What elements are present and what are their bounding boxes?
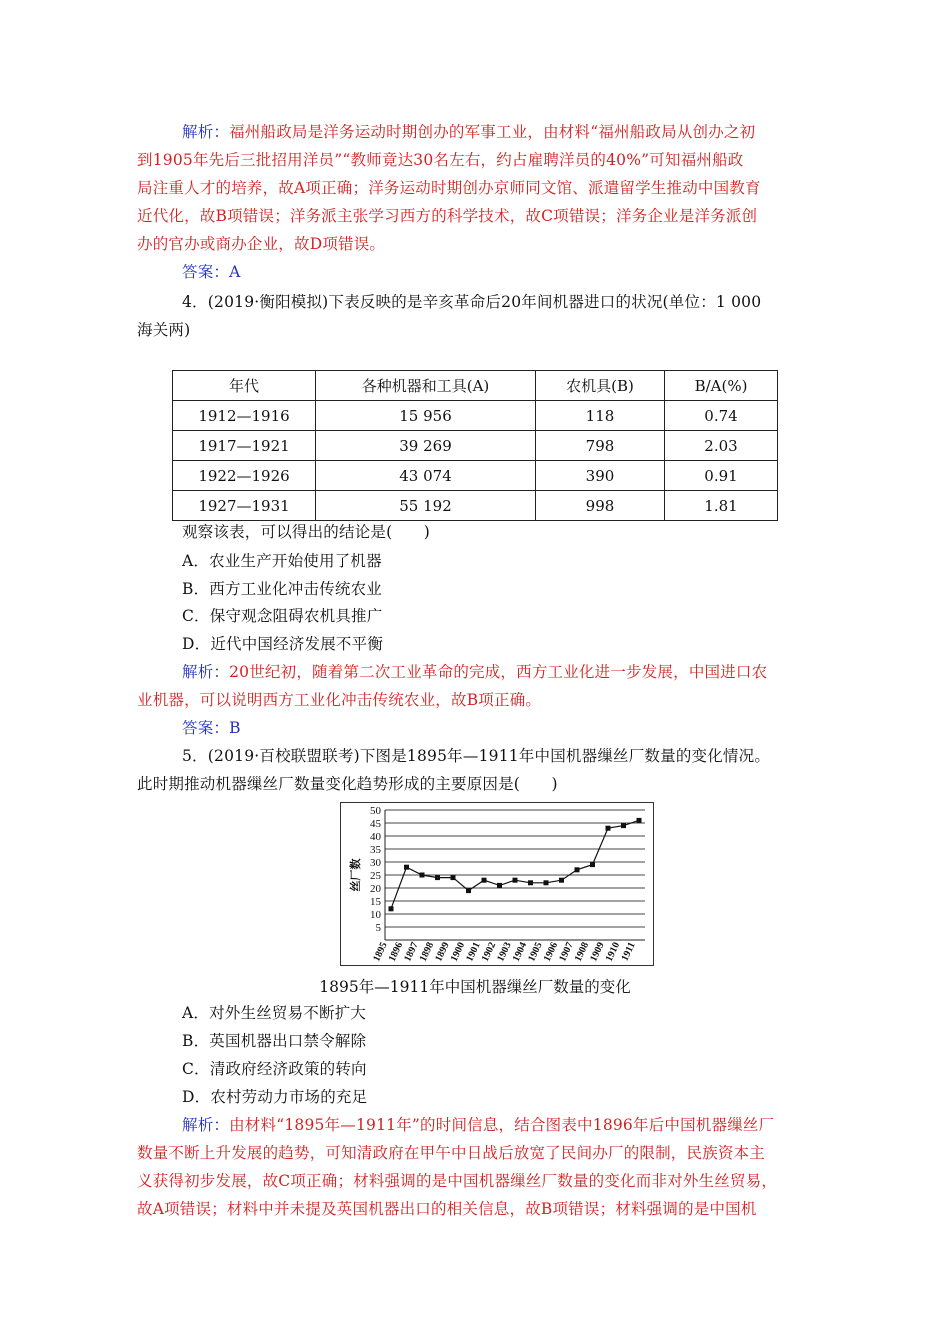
q5-option-a: A．对外生丝贸易不断扩大 (182, 1004, 367, 1022)
table-header: 年代 (173, 371, 316, 401)
y-tick-label: 30 (370, 857, 381, 869)
data-point (404, 865, 409, 870)
table-cell: 55 192 (316, 491, 536, 521)
import-table (172, 370, 778, 521)
q3-answer: 答案：A (182, 263, 241, 281)
y-tick-label: 15 (370, 896, 381, 908)
data-point (497, 883, 502, 888)
table-header: 各种机器和工具(A) (316, 371, 536, 401)
q4-answer: 答案：B (182, 719, 241, 737)
data-point (606, 826, 611, 831)
x-tick-label: 1902 (479, 940, 499, 964)
table-cell: 15 956 (316, 401, 536, 431)
q5-option-c: C．清政府经济政策的转向 (182, 1060, 367, 1078)
silk-factory-chart (340, 802, 654, 966)
y-tick-label: 35 (370, 844, 381, 856)
q4-option-c: C．保守观念阻碍农机具推广 (182, 607, 383, 625)
q5-analysis-line-1 (182, 1115, 774, 1135)
table-row (173, 461, 778, 491)
q5-option-b: B．英国机器出口禁令解除 (182, 1032, 367, 1050)
x-tick-label: 1898 (417, 940, 437, 964)
data-point (621, 823, 626, 828)
q4-analysis-line-2: 业机器，可以说明西方工业化冲击传统农业，故B项正确。 (137, 691, 542, 709)
x-tick-label: 1909 (588, 940, 607, 964)
analysis-text: 福州船政局是洋务运动时期创办的军事工业，由材料“福州船政局从创办之初 (229, 123, 756, 141)
table-cell: 0.91 (665, 461, 778, 491)
table-cell: 1927—1931 (173, 491, 316, 521)
data-point (559, 878, 564, 883)
q5-analysis-line-3: 义获得初步发展，故C项正确；材料强调的是中国机器缫丝厂数量的变化而非对外生丝贸易， (137, 1172, 778, 1190)
x-tick-label: 1897 (402, 940, 421, 964)
table-row (173, 401, 778, 431)
table-cell: 43 074 (316, 461, 536, 491)
data-point (513, 878, 518, 883)
y-tick-label: 5 (375, 922, 381, 934)
x-tick-label: 1900 (448, 940, 468, 964)
q5-option-d: D．农村劳动力市场的充足 (182, 1088, 368, 1106)
data-point (590, 862, 595, 867)
y-tick-label: 50 (370, 805, 381, 817)
x-tick-label: 1908 (572, 940, 592, 964)
data-point (575, 867, 580, 872)
table-row (173, 431, 778, 461)
q4-option-b: B．西方工业化冲击传统农业 (182, 580, 382, 598)
y-tick-label: 20 (370, 883, 381, 895)
data-point (544, 880, 549, 885)
table-cell: 998 (536, 491, 665, 521)
q5-analysis-line-2: 数量不断上升发展的趋势，可知清政府在甲午中日战后放宽了民间办厂的限制，民族资本主 (137, 1144, 766, 1162)
data-point (528, 880, 533, 885)
analysis-text: 20世纪初，随着第二次工业革命的完成，西方工业化进一步发展，中国进口农 (229, 663, 768, 681)
analysis-label: 解析： (182, 663, 230, 681)
analysis-label: 解析： (182, 123, 230, 141)
data-point (435, 875, 440, 880)
q3-analysis-line-4: 近代化，故B项错误；洋务派主张学习西方的科学技术，故C项错误；洋务企业是洋务派创 (137, 207, 758, 225)
x-tick-label: 1905 (526, 940, 545, 964)
x-tick-label: 1910 (603, 940, 623, 964)
y-tick-label: 25 (370, 870, 381, 882)
table-row (173, 491, 778, 521)
x-tick-label: 1901 (464, 940, 483, 964)
table-cell: 1917—1921 (173, 431, 316, 461)
data-point (466, 888, 471, 893)
data-point (451, 875, 456, 880)
q5-stem-line-2: 此时期推动机器缫丝厂数量变化趋势形成的主要原因是( ) (137, 775, 558, 793)
q3-analysis-line-1 (182, 122, 755, 142)
y-tick-label: 45 (370, 818, 381, 830)
table-cell: 1922—1926 (173, 461, 316, 491)
x-tick-label: 1906 (541, 940, 561, 964)
data-point (637, 818, 642, 823)
q4-stem-line-1: 4．(2019·衡阳模拟)下表反映的是辛亥革命后20年间机器进口的状况(单位：1 000 (182, 293, 762, 311)
x-tick-label: 1899 (433, 940, 452, 964)
y-tick-label: 10 (370, 909, 381, 921)
q4-analysis-line-1 (182, 662, 767, 682)
x-tick-label: 1911 (619, 940, 638, 963)
x-tick-label: 1904 (510, 940, 530, 964)
q4-option-a: A．农业生产开始使用了机器 (182, 552, 382, 570)
data-point (420, 873, 425, 878)
table-cell: 1912—1916 (173, 401, 316, 431)
x-tick-label: 1895 (371, 940, 390, 964)
q5-analysis-line-4: 故A项错误；材料中并未提及英国机器出口的相关信息，故B项错误；材料强调的是中国机 (137, 1200, 757, 1218)
table-cell: 1.81 (665, 491, 778, 521)
analysis-text: 由材料“1895年—1911年”的时间信息，结合图表中1896年后中国机器缫丝厂 (229, 1116, 775, 1134)
data-point (482, 878, 487, 883)
table-header-row (173, 371, 778, 401)
table-cell: 390 (536, 461, 665, 491)
line-chart (341, 803, 653, 965)
q4-stem-line-2: 海关两) (137, 321, 191, 339)
table-cell: 2.03 (665, 431, 778, 461)
chart-caption: 1895年—1911年中国机器缫丝厂数量的变化 (319, 978, 631, 996)
q3-analysis-line-5: 办的官办或商办企业，故D项错误。 (137, 235, 386, 253)
y-tick-label: 40 (370, 831, 381, 843)
table-cell: 39 269 (316, 431, 536, 461)
table-cell: 0.74 (665, 401, 778, 431)
q3-analysis-line-2: 到1905年先后三批招用洋员”“教师竟达30名左右，约占雇聘洋员的40%”可知福州船政 (137, 151, 744, 169)
table-header: B/A(%) (665, 371, 778, 401)
data-point (389, 906, 394, 911)
x-tick-label: 1903 (495, 940, 514, 964)
q3-analysis-line-3: 局注重人才的培养，故A项正确；洋务运动时期创办京师同文馆、派遣留学生推动中国教育 (137, 179, 761, 197)
x-tick-label: 1896 (386, 940, 406, 964)
analysis-label: 解析： (182, 1116, 230, 1134)
table-cell: 798 (536, 431, 665, 461)
q5-stem-line-1: 5．(2019·百校联盟联考)下图是1895年—1911年中国机器缫丝厂数量的变化情况。 (182, 747, 771, 765)
series-line (391, 820, 639, 908)
x-tick-label: 1907 (557, 940, 576, 964)
q4-option-d: D．近代中国经济发展不平衡 (182, 635, 384, 653)
y-axis-label: 丝厂数 (350, 858, 362, 892)
table-header: 农机具(B) (536, 371, 665, 401)
q4-question: 观察该表，可以得出的结论是( ) (182, 523, 430, 541)
table-cell: 118 (536, 401, 665, 431)
